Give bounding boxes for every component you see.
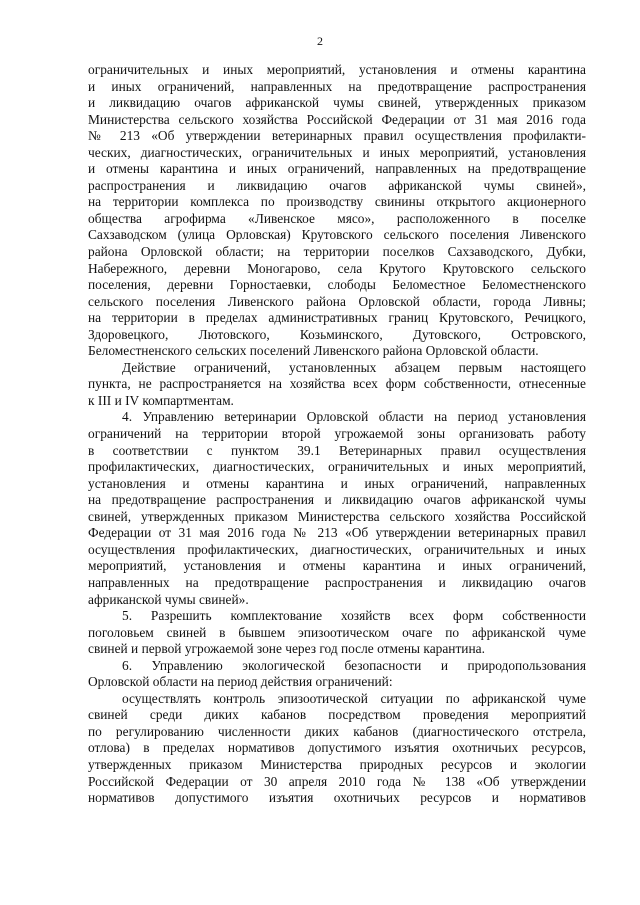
text-line: осуществления профилактических, диагностических, ограничительных и иных [88, 541, 586, 557]
text-line: направленных на предотвращение распространения и ликвидацию очагов [88, 574, 586, 590]
text-line: свиней и первой угрожаемой зоне через год после отмены карантина. [88, 641, 485, 657]
text-line: утвержденных приказом Министерства природных ресурсов и экологии [88, 756, 586, 772]
text-line: и ликвидацию очагов африканской чумы свиней, утвержденных приказом [88, 95, 586, 111]
text-line: в соответствии с пунктом 39.1 Ветеринарных правил осуществления [88, 442, 586, 458]
text-line: африканской чумы свиней». [88, 591, 249, 607]
text-line: свиней, утвержденных приказом Министерства сельского хозяйства Российской [88, 508, 586, 524]
text-line: и иных ограничений, направленных на предотвращение распространения [88, 78, 586, 94]
text-line: Беломестненского сельских поселений Ливенского района Орловской области. [88, 343, 539, 359]
text-line: по регулированию численности диких кабанов (диагностического отстрела, [88, 723, 586, 739]
text-line: общества агрофирма «Ливенское мясо», расположенного в поселке [88, 210, 586, 226]
text-line: поселения, деревни Горностаевки, слободы Беломестное Беломестненского [88, 277, 586, 293]
text-line: и отмены карантина и иных ограничений, направленных на предотвращение [88, 161, 586, 177]
text-line: установления и отмены карантина и иных ограничений, направленных [88, 475, 586, 491]
text-line: Здоровецкого, Лютовского, Козьминского, Дутовского, Островского, [88, 326, 586, 342]
text-line: профилактических, диагностических, ограничительных и иных мероприятий, [88, 459, 586, 475]
text-line: к III и IV компартментам. [88, 392, 234, 408]
text-line: района Орловской области; на территории поселков Сахзаводского, Дубки, [88, 244, 586, 260]
text-line: Федерации от 31 мая 2016 года № 213 «Об утверждении ветеринарных правил [88, 525, 586, 541]
text-line: 6. Управлению экологической безопасности и природопользования [122, 657, 586, 673]
text-line: 4. Управлению ветеринарии Орловской области на период установления [122, 409, 586, 425]
text-line: мероприятий, установления и отмены карантина и иных ограничений, [88, 558, 586, 574]
text-line: распространения и ликвидацию очагов африканской чумы свиней», [88, 177, 586, 193]
text-line: на предотвращение распространения и ликвидацию очагов африканской чумы [88, 492, 586, 508]
text-line: ограничительных и иных мероприятий, установления и отмены карантина [88, 62, 586, 77]
text-line: на территории комплекса по производству свинины открытого акционерного [88, 194, 586, 210]
text-line: на территории в пределах административных границ Крутовского, Речицкого, [88, 310, 586, 326]
text-line: пункта, не распространяется на хозяйства всех форм собственности, отнесенные [88, 376, 586, 392]
text-line: ческих, диагностических, ограничительных и иных мероприятий, установления [88, 144, 586, 160]
text-line: сельского поселения Ливенского района Орловской области, города Ливны; [88, 293, 586, 309]
text-line: осуществлять контроль эпизоотической ситуации по африканской чуме [122, 690, 586, 706]
text-line: Сахзаводском (улица Орловская) Крутовского сельского поселения Ливенского [88, 227, 586, 243]
text-line: Министерства сельского хозяйства Российской Федерации от 31 мая 2016 года [88, 111, 586, 127]
text-line: отлова) в пределах нормативов допустимого изъятия охотничьих ресурсов, [88, 740, 586, 756]
page-number: 2 [317, 34, 323, 48]
text-line: 5. Разрешить комплектование хозяйств всех форм собственности [122, 608, 586, 624]
text-line: Набережного, деревни Моногарово, села Крутого Крутовского сельского [88, 260, 586, 276]
text-line: № 213 «Об утверждении ветеринарных правил осуществления профилакти- [88, 128, 586, 144]
text-line: Орловской области на период действия ограничений: [88, 674, 393, 690]
text-line: Действие ограничений, установленных абзацем первым настоящего [122, 359, 586, 375]
text-line: свиней среди диких кабанов посредством проведения мероприятий [88, 707, 586, 723]
text-line: Российской Федерации от 30 апреля 2010 года № 138 «Об утверждении [88, 773, 586, 789]
text-line: нормативов допустимого изъятия охотничьих ресурсов и нормативов [88, 790, 586, 806]
text-line: ограничений на территории второй угрожаемой зоны организовать работу [88, 426, 586, 442]
body-text [88, 62, 586, 807]
text-line: поголовьем свиней в бывшем эпизоотическом очаге по африканской чуме [88, 624, 586, 640]
